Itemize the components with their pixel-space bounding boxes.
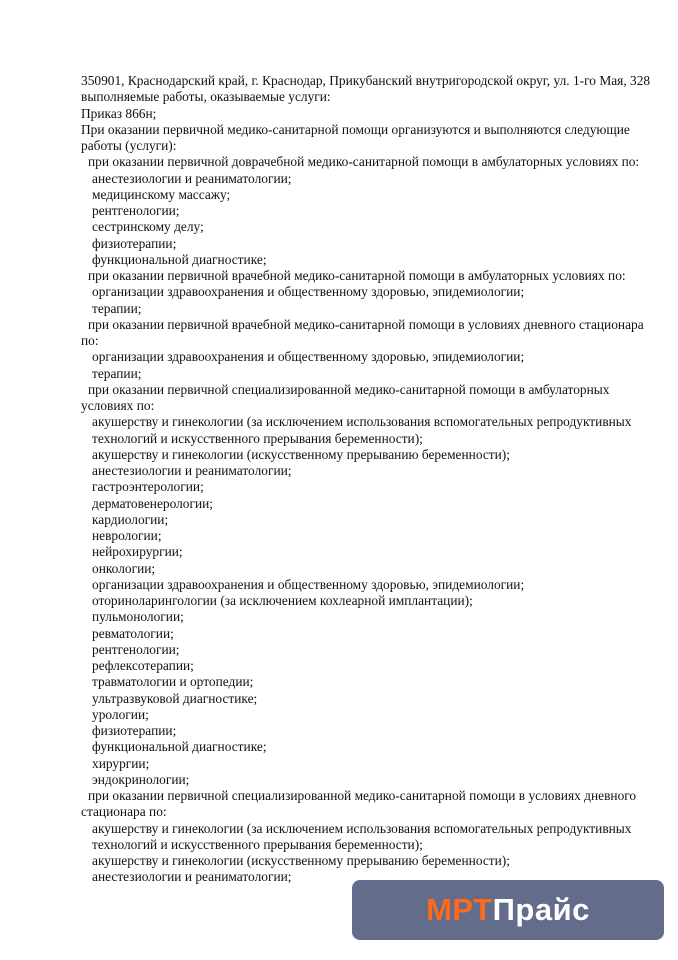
section-list-item: рентгенологии;	[92, 203, 180, 218]
section-list-item: анестезиологии и реаниматологии;	[92, 869, 292, 885]
section-list-item: физиотерапии;	[92, 723, 177, 738]
address-line: 350901, Краснодарский край, г. Краснодар, Прикубанский внутригородской округ, ул. 1-го Мая, 328	[81, 73, 651, 88]
section-list-item: физиотерапии;	[92, 235, 177, 251]
section-list-item: акушерству и гинекологии (искусственному прерыванию беременности);	[92, 853, 510, 868]
section-list-item: оториноларингологии (за исключением кохлеарной имплантации);	[92, 593, 473, 608]
works-label: выполняемые работы, оказываемые услуги:	[81, 89, 331, 105]
section-list-item: анестезиологии и реаниматологии;	[92, 463, 292, 478]
section-list-item: организации здравоохранения и общественному здоровью, эпидемиологии;	[92, 284, 525, 300]
section-list-item: урологии;	[92, 706, 149, 722]
section-list-item: онкологии;	[92, 560, 156, 576]
order-reference: Приказ 866н;	[81, 105, 157, 121]
section-heading: при оказании первичной врачебной медико-санитарной помощи в условиях дневного стационара по:	[81, 316, 644, 348]
section-list-item: травматологии и ортопедии;	[92, 674, 254, 690]
section-list-item: эндокринологии;	[92, 771, 190, 787]
section-list-item: акушерству и гинекологии (за исключением использования вспомогательных репродуктивных технологий и искусственного прерывания беременности);	[92, 414, 632, 446]
document-body	[81, 73, 651, 886]
intro-paragraph: При оказании первичной медико-санитарной помощи организуются и выполняются следующие работы (услуги):	[81, 121, 630, 153]
section-list-item: акушерству и гинекологии (искусственному прерыванию беременности);	[92, 446, 510, 462]
section-heading: при оказании первичной специализированной медико-санитарной помощи в условиях дневного стационара по:	[81, 788, 637, 820]
watermark-part-price: Прайс	[492, 892, 590, 927]
section-list-item: акушерству и гинекологии (за исключением использования вспомогательных репродуктивных технологий и искусственного прерывания беременности);	[92, 820, 632, 852]
section-heading: при оказании первичной специализированной медико-санитарной помощи в амбулаторных условиях по:	[81, 381, 610, 413]
section-list-item: ревматологии;	[92, 625, 174, 641]
section-list-item: сестринскому делу;	[92, 219, 204, 235]
sections-list	[81, 154, 651, 885]
section-list-item: хирургии;	[92, 755, 150, 771]
section-list-item: рефлексотерапии;	[92, 658, 194, 673]
section-list-item: анестезиологии и реаниматологии;	[92, 170, 292, 186]
section-list-item: функциональной диагностике;	[92, 739, 267, 755]
section-list-item: организации здравоохранения и общественному здоровью, эпидемиологии;	[92, 576, 525, 592]
watermark-part-mrt: МРТ	[426, 892, 493, 927]
section-list-item: кардиологии;	[92, 511, 169, 527]
section-list-item: функциональной диагностике;	[92, 251, 267, 267]
section-list-item: организации здравоохранения и общественному здоровью, эпидемиологии;	[92, 349, 525, 365]
section-heading: при оказании первичной доврачебной медико-санитарной помощи в амбулаторных условиях по:	[88, 154, 640, 170]
section-list-item: нейрохирургии;	[92, 544, 183, 560]
section-list-item: терапии;	[92, 300, 142, 316]
mrt-price-watermark-logo	[352, 880, 664, 940]
section-list-item: медицинскому массажу;	[92, 186, 231, 202]
section-list-item: рентгенологии;	[92, 641, 180, 657]
section-list-item: гастроэнтерологии;	[92, 479, 204, 495]
section-heading: при оказании первичной врачебной медико-санитарной помощи в амбулаторных условиях по:	[88, 268, 626, 283]
section-list-item: пульмонологии;	[92, 609, 184, 625]
section-list-item: ультразвуковой диагностике;	[92, 690, 258, 706]
section-list-item: терапии;	[92, 365, 142, 381]
section-list-item: дерматовенерологии;	[92, 495, 214, 511]
section-list-item: неврологии;	[92, 528, 162, 543]
